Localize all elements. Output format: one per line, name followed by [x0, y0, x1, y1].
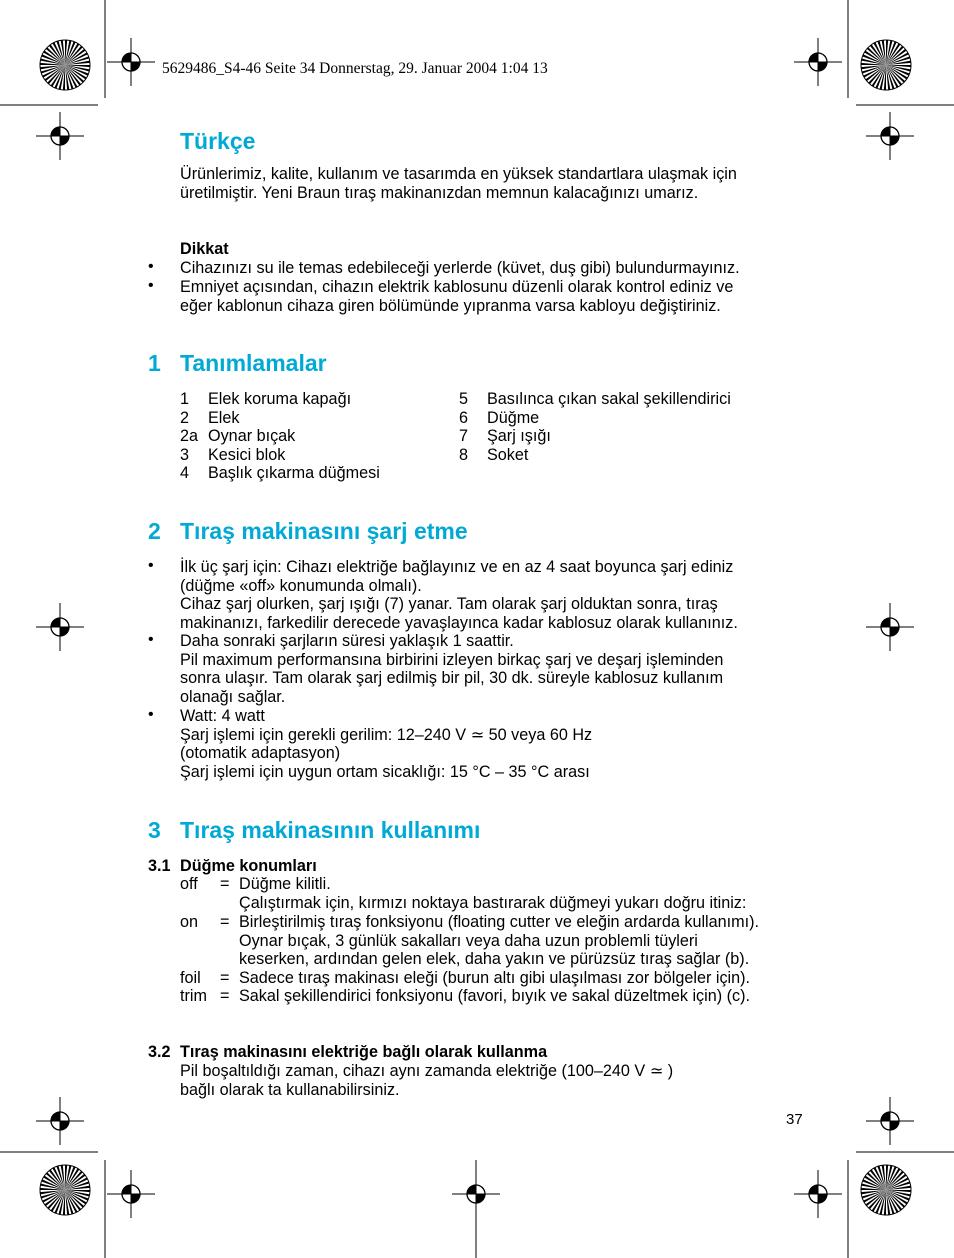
- registration-cross-bc: [452, 1170, 500, 1218]
- item-number: 1: [180, 390, 190, 408]
- warning-bullet: [180, 278, 733, 315]
- item-number: 8: [459, 445, 469, 464]
- text-line: bağlı olarak ta kullanabilirsiniz.: [180, 1080, 400, 1099]
- item-number: 6: [459, 408, 469, 427]
- section-title: Tıraş makinasının kullanımı: [180, 817, 481, 843]
- text-line: Pil maximum performansına birbirini izleyen birkaç şarj ve deşarj işleminden: [180, 650, 724, 669]
- text-line: sonra ulaşır. Tam olarak şarj edilmiş bir pil, 30 dk. süreyle kablosuz kullanım: [180, 669, 724, 688]
- text-line: olanağı sağlar.: [180, 687, 286, 706]
- registration-cross-br: [794, 1170, 842, 1218]
- registration-cross-tl: [107, 38, 155, 86]
- registration-cross-rt: [866, 112, 914, 160]
- intro: [180, 165, 737, 202]
- position-key: off: [180, 875, 198, 893]
- intro-line: Ürünlerimiz, kalite, kullanım ve tasarımda en yüksek standartlara ulaşmak için: [180, 165, 737, 183]
- item-number: 3: [180, 445, 190, 464]
- item-label: Düğme: [487, 408, 540, 427]
- s32-text: [180, 1062, 673, 1099]
- warning-bullet: Cihazınızı su ile temas edebileceği yerlerde (küvet, duş gibi) bulundurmayınız.: [180, 259, 740, 277]
- position-desc: Sadece tıraş makinası eleği (burun altı gibi ulaşılması zor bölgeler için).: [239, 969, 751, 987]
- position-key: trim: [180, 987, 207, 1005]
- star-target-tl: [40, 40, 90, 90]
- intro-line: üretilmiştir. Yeni Braun tıraş makinanızdan memnun kalacağınızı umarız.: [180, 183, 699, 202]
- position-eq: =: [220, 875, 230, 893]
- item-number: 7: [459, 427, 469, 446]
- position-desc: Sakal şekillendirici fonksiyonu (favori, bıyık ve sakal düzeltmek için) (c).: [239, 987, 750, 1005]
- bullet-icon: •: [148, 258, 154, 275]
- text-line: makinanızı, farkedilir derecede yavaşlayınca kadar kablosuz olarak kullanınız.: [180, 613, 738, 632]
- position-key: foil: [180, 969, 201, 987]
- item-label: Elek koruma kapağı: [208, 390, 352, 408]
- warning-heading: Dikkat: [180, 240, 229, 258]
- print-header: 5629486_S4-46 Seite 34 Donnerstag, 29. Januar 2004 1:04 13: [162, 60, 548, 77]
- text-line: Birleştirilmiş tıraş fonksiyonu (floating cutter ve eleğin ardarda kullanımı).: [239, 913, 760, 931]
- charging-bullet-2: [180, 632, 723, 706]
- text-line: Pil boşaltıldığı zaman, cihazı aynı zamanda elektriğe (100–240 V ≃ ): [180, 1062, 674, 1080]
- position-desc: [239, 875, 746, 912]
- position-eq: =: [220, 913, 230, 931]
- page-title: Türkçe: [180, 128, 256, 154]
- star-target-br: [861, 1165, 911, 1215]
- registration-cross-lb: [36, 1097, 84, 1145]
- text-line: Daha sonraki şarjların süresi yaklaşık 1 saattir.: [180, 632, 514, 650]
- bullet-icon: •: [148, 557, 154, 574]
- page-number: 37: [786, 1111, 803, 1128]
- position-eq: =: [220, 987, 230, 1005]
- section-title: Tanımlamalar: [180, 350, 327, 376]
- registration-cross-bl: [107, 1170, 155, 1218]
- position-key: on: [180, 913, 199, 931]
- position-eq: =: [220, 969, 230, 987]
- item-number: 4: [180, 464, 190, 483]
- bullet-icon: •: [148, 277, 154, 294]
- item-number: 2: [180, 408, 190, 427]
- item-label: Şarj ışığı: [487, 427, 551, 446]
- item-number: 5: [459, 390, 469, 408]
- subsection-title: Düğme konumları: [180, 857, 317, 875]
- text-line: İlk üç şarj için: Cihazı elektriğe bağlayınız ve en az 4 saat boyunca şarj ediniz: [180, 558, 734, 576]
- section-title: Tıraş makinasını şarj etme: [180, 518, 468, 544]
- item-label: Elek: [208, 408, 240, 427]
- registration-cross-lm: [36, 603, 84, 651]
- registration-cross-rb: [866, 1097, 914, 1145]
- text-line: Oynar bıçak, 3 günlük sakalları veya daha uzun problemli tüyleri: [239, 931, 698, 950]
- item-label: Basılınca çıkan sakal şekillendirici: [487, 390, 731, 408]
- item-label: Soket: [487, 445, 529, 464]
- bullet-icon: •: [148, 706, 154, 723]
- registration-cross-lt: [36, 112, 84, 160]
- text-line: Şarj işlemi için gerekli gerilim: 12–240 V ≃ 50 veya 60 Hz: [180, 725, 593, 744]
- text-line: Şarj işlemi için uygun ortam sicaklığı: 15 °C – 35 °C arası: [180, 762, 590, 781]
- registration-cross-tr: [794, 38, 842, 86]
- charging-bullet-1: [180, 558, 738, 632]
- text-line: Cihaz şarj olurken, şarj ışığı (7) yanar. Tam olarak şarj olduktan sonra, tıraş: [180, 595, 718, 614]
- star-target-tr: [861, 40, 911, 90]
- charging-bullet-3: [180, 707, 592, 781]
- text-line: (düğme «off» konumunda olmalı).: [180, 576, 422, 595]
- section-number: 1: [148, 350, 161, 376]
- text-line: Çalıştırmak için, kırmızı noktaya bastırarak düğmeyi yukarı doğru itiniz:: [239, 893, 747, 912]
- item-label: Oynar bıçak: [208, 427, 296, 446]
- text-line: Düğme kilitli.: [239, 875, 331, 893]
- descriptions-right: [459, 390, 731, 464]
- section-number: 3: [148, 817, 161, 843]
- subsection-title: Tıraş makinasını elektriğe bağlı olarak kullanma: [180, 1043, 548, 1061]
- warning-line: Emniyet açısından, cihazın elektrik kablosunu düzenli olarak kontrol ediniz ve: [180, 278, 734, 296]
- subsection-number: 3.2: [148, 1043, 171, 1061]
- descriptions-left: [180, 390, 380, 483]
- text-line: keserken, ardından gelen elek, daha yakın ve pürüzsüz tıraş sağlar (b).: [239, 950, 750, 969]
- text-line: (otomatik adaptasyon): [180, 744, 341, 763]
- section-number: 2: [148, 518, 161, 544]
- item-label: Kesici blok: [208, 445, 286, 464]
- position-desc: [239, 913, 759, 969]
- bullet-icon: •: [148, 631, 154, 648]
- warning-line: eğer kablonun cihaza giren bölümünde yıpranma varsa kabloyu değiştiriniz.: [180, 296, 721, 315]
- star-target-bl: [40, 1165, 90, 1215]
- registration-cross-rm: [866, 603, 914, 651]
- item-label: Başlık çıkarma düğmesi: [208, 464, 380, 483]
- item-number: 2a: [180, 427, 199, 446]
- subsection-number: 3.1: [148, 857, 171, 875]
- text-line: Watt: 4 watt: [180, 707, 265, 725]
